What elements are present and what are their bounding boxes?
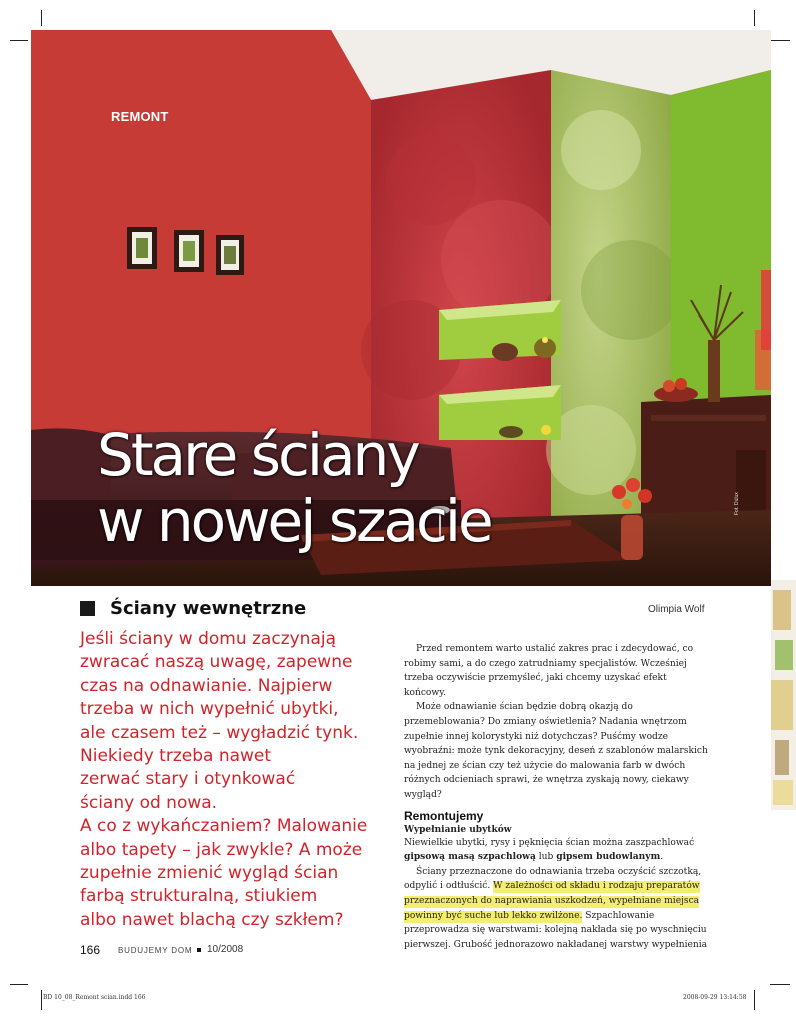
- lead-line: albo tapety – jak zwykle? A może: [80, 839, 363, 860]
- lead-line: trzeba w nich wypełnić ubytki,: [80, 699, 339, 720]
- text-run: Szpachlowanie przeprowadza się warstwami: kolejną nakłada się po wyschnięciu pierwszej. Grubość jednorazowo nakładanej warstwy wypełnienia: [404, 910, 708, 950]
- text-run: lub: [535, 852, 557, 863]
- adjacent-page-edge: [771, 580, 796, 810]
- body-paragraph: Przed remontem warto ustalić zakres prac i zdecydować, co robimy sami, a do czego zatrudniamy specjalistów. Wcześniej trzeba oczywiście przemyśleć, jaki chcemy uzyskać efekt końcowy.: [404, 644, 694, 698]
- lead-line: ściany od nowa.: [80, 792, 218, 813]
- lead-line: farbą strukturalną, stiukiem: [80, 886, 318, 907]
- bold-term: gipsową masą szpachlową: [404, 851, 536, 863]
- magazine-name: BUDUJEMY DOM: [118, 946, 193, 955]
- section-square-marker: [80, 601, 95, 616]
- lead-line: zerwać stary i otynkować: [80, 769, 296, 790]
- crop-mark: [10, 984, 28, 985]
- text-run: Niewielkie ubytki, rysy i pęknięcia ścian można zaszpachlować: [404, 837, 695, 848]
- sub-subheading: Wypełnianie ubytków: [404, 824, 512, 835]
- hero-photo: [31, 30, 771, 586]
- body-paragraph: [404, 865, 709, 953]
- section-tag: REMONT: [111, 109, 169, 124]
- lead-line: ale czasem też – wygładzić tynk.: [80, 722, 359, 743]
- lead-paragraph: [80, 628, 380, 932]
- issue-number: 10/2008: [207, 944, 244, 955]
- page-number: 166: [80, 943, 101, 957]
- crop-mark: [41, 990, 42, 1010]
- lead-line: zupełnie zmienić wygląd ścian: [80, 863, 339, 884]
- headline-line-2: w nowej szacie: [97, 487, 491, 555]
- body-paragraph: [404, 836, 709, 865]
- text-run: .: [660, 852, 664, 863]
- lead-line: zwracać naszą uwagę, zapewne: [80, 652, 353, 673]
- lead-line: A co z wykańczaniem? Malowanie: [80, 816, 368, 837]
- crop-mark: [41, 10, 42, 26]
- lead-line: Niekiedy trzeba nawet: [80, 746, 272, 767]
- highlighted-text: W zależności od składu i rodzaju preparatów przeznaczonych do naprawiania uszkodzeń, wypełniane miejsca powinny być suche lub lekko zwilżone.: [404, 881, 700, 921]
- headline: [97, 422, 491, 554]
- text-run: Ściany przeznaczone do odnawiania trzeba oczyścić szczotką, odpylić i odtłuścić.: [404, 866, 702, 892]
- body-paragraph: Może odnawianie ścian będzie dobrą okazją do przemeblowania? Do zmiany oświetlenia? Nadania wnętrzom zupełnie innej kolorystyki niż dotychczas? Puśćmy wodze wyobraźni: może tynk dekoracyjny, deseń z szablonów malarskich na jednej ze ścian czy też użycie do malowania farb w dwóch różnych odcieniach sprawi, że wnętrza zyskają nowy, ciekawy wygląd?: [404, 702, 708, 800]
- crop-mark: [754, 990, 755, 1010]
- headline-line-1: Stare ściany: [97, 421, 418, 489]
- print-slug-date: 2008-09-29 13:14:58: [683, 994, 747, 1001]
- section-title: Ściany wewnętrzne: [110, 598, 307, 619]
- crop-mark: [10, 40, 28, 41]
- subheading: Remontujemy: [404, 808, 484, 823]
- print-slug-file: BD 10_08_Remont scian.indd 166: [43, 994, 146, 1001]
- author: Olimpia Wolf: [648, 604, 705, 615]
- footer-bullet: [197, 948, 201, 952]
- bold-term: gipsem budowlanym: [556, 851, 661, 863]
- lead-line: Jeśli ściany w domu zaczynają: [80, 629, 337, 649]
- photo-credit: Fot. Dulux: [734, 492, 740, 515]
- crop-mark: [770, 40, 790, 41]
- lead-line: czas na odnawianie. Najpierw: [80, 675, 333, 696]
- lead-line: albo nawet blachą czy szkłem?: [80, 909, 344, 930]
- crop-mark: [754, 10, 755, 26]
- body-column: [404, 642, 709, 952]
- crop-mark: [770, 984, 790, 985]
